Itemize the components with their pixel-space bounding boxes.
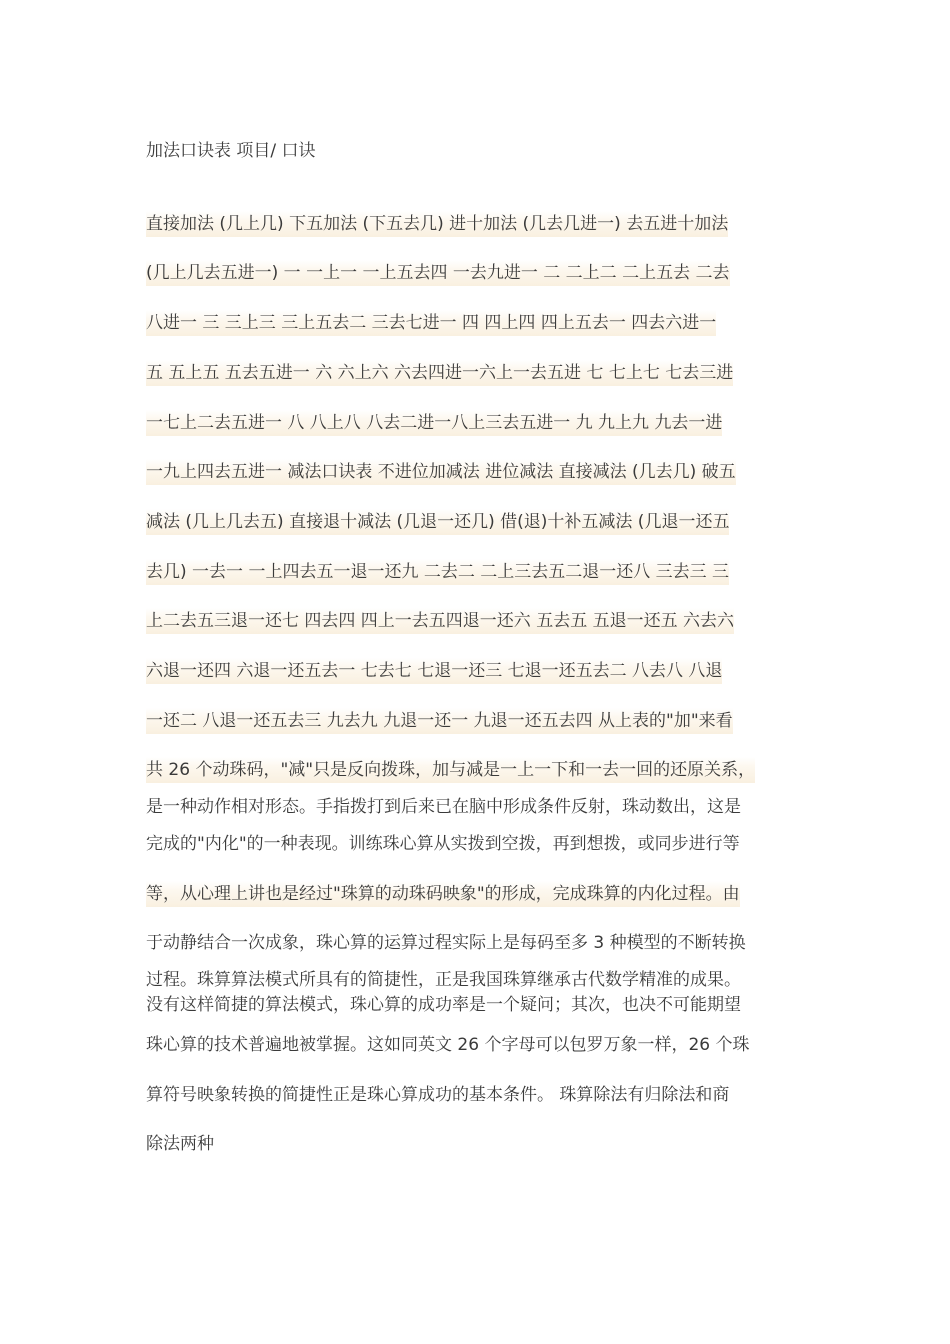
text-line-3: 八进一 三 三上三 三上五去二 三去七进一 四 四上四 四上五去一 四去六进一 xyxy=(146,310,716,336)
text-line-13: 是一种动作相对形态。手指拨打到后来已在脑中形成条件反射，珠动数出，这是 xyxy=(146,797,741,817)
text-line-7: 减法 (几上几去五) 直接退十减法 (几退一还几) 借(退)十补五减法 (几退一还五 xyxy=(146,509,729,535)
text-line-12: 共 26 个动珠码，"减"只是反向拨珠，加与减是一上一下和一去一回的还原关系， xyxy=(146,757,755,783)
text-line-18: 没有这样简捷的算法模式，珠心算的成功率是一个疑问；其次，也决不可能期望 xyxy=(146,995,741,1015)
text-line-15: 等，从心理上讲也是经过"珠算的动珠码映象"的形成，完成珠算的内化过程。由 xyxy=(146,881,740,907)
text-line-5: 一七上二去五进一 八 八上八 八去二进一八上三去五进一 九 九上九 九去一进 xyxy=(146,410,722,436)
text-line-10: 六退一还四 六退一还五去一 七去七 七退一还三 七退一还五去二 八去八 八退 xyxy=(146,658,722,684)
text-line-11: 一还二 八退一还五去三 九去九 九退一还一 九退一还五去四 从上表的"加"来看 xyxy=(146,708,733,734)
text-line-21: 除法两种 xyxy=(146,1134,214,1154)
text-line-19: 珠心算的技术普遍地被掌握。这如同英文 26 个字母可以包罗万象一样，26 个珠 xyxy=(146,1035,750,1055)
text-line-8: 去几) 一去一 一上四去五一退一还九 二去二 二上三去五二退一还八 三去三 三 xyxy=(146,559,729,585)
text-line-2: (几上几去五进一) 一 一上一 一上五去四 一去九进一 二 二上二 二上五去 二去 xyxy=(146,260,730,286)
text-line-6: 一九上四去五进一 减法口诀表 不进位加减法 进位减法 直接减法 (几去几) 破五 xyxy=(146,459,736,485)
text-line-20: 算符号映象转换的简捷性正是珠心算成功的基本条件。 珠算除法有归除法和商 xyxy=(146,1085,730,1105)
text-line-9: 上二去五三退一还七 四去四 四上一去五四退一还六 五去五 五退一还五 六去六 xyxy=(146,608,734,634)
text-line-14: 完成的"内化"的一种表现。训练珠心算从实拨到空拨，再到想拨，或同步进行等 xyxy=(146,834,740,854)
text-line-17: 过程。珠算算法模式所具有的简捷性，正是我国珠算继承古代数学精准的成果。 xyxy=(146,970,741,990)
text-line-4: 五 五上五 五去五进一 六 六上六 六去四进一六上一去五进 七 七上七 七去三进 xyxy=(146,360,733,386)
document-title: 加法口诀表 项目/ 口诀 xyxy=(146,141,316,161)
text-line-1: 直接加法 (几上几) 下五加法 (下五去几) 进十加法 (几去几进一) 去五进十加法 xyxy=(146,211,728,237)
text-line-16: 于动静结合一次成象，珠心算的运算过程实际上是每码至多 3 种模型的不断转换 xyxy=(146,933,746,953)
